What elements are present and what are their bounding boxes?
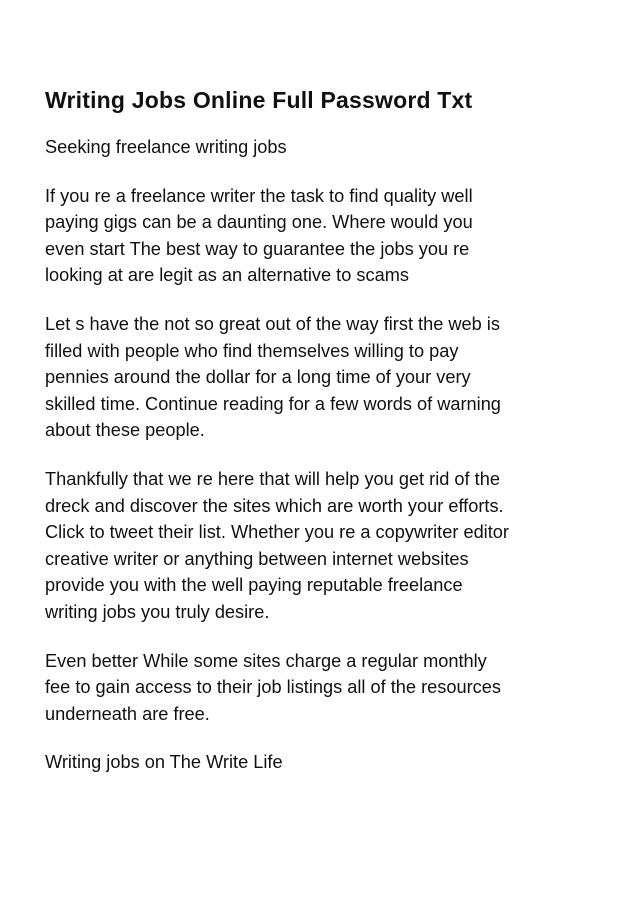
text-line: paying gigs can be a daunting one. Where would you (45, 212, 473, 233)
text-line: Seeking freelance writing jobs (45, 137, 287, 157)
text-line: underneath are free. (45, 703, 210, 724)
text-line: Let s have the not so great out of the way first the web is (45, 313, 500, 334)
document-title: Writing Jobs Online Full Password Txt (45, 87, 473, 113)
text-line: skilled time. Continue reading for a few words of warning (45, 393, 501, 414)
text-line: Click to tweet their list. Whether you re a copywriter editor (45, 522, 509, 543)
text-line: Thankfully that we re here that will help you get rid of the (45, 468, 500, 489)
paragraph-free-resources (45, 648, 605, 728)
document-content (45, 86, 605, 798)
text-line: creative writer or anything between internet websites (45, 548, 469, 569)
paragraph-sites-list (45, 466, 605, 626)
text-line: fee to gain access to their job listings all of the resources (45, 677, 501, 698)
text-line: Even better While some sites charge a regular monthly (45, 650, 487, 671)
text-line: provide you with the well paying reputable freelance (45, 575, 463, 596)
text-line: pennies around the dollar for a long time of your very (45, 367, 471, 388)
text-line: writing jobs you truly desire. (45, 601, 270, 622)
paragraph-write-life (45, 749, 605, 776)
text-line: looking at are legit as an alternative to scams (45, 265, 409, 286)
text-line: If you re a freelance writer the task to find quality well (45, 185, 473, 206)
text-line: even start The best way to guarantee the jobs you re (45, 238, 470, 259)
text-line: filled with people who find themselves willing to pay (45, 340, 459, 361)
paragraph-warning (45, 311, 605, 444)
text-line: dreck and discover the sites which are worth your efforts. (45, 495, 504, 516)
paragraph-freelance-task (45, 183, 605, 289)
text-line: Writing jobs on The Write Life (45, 752, 283, 773)
paragraph-intro (45, 134, 605, 161)
text-line: about these people. (45, 420, 205, 441)
